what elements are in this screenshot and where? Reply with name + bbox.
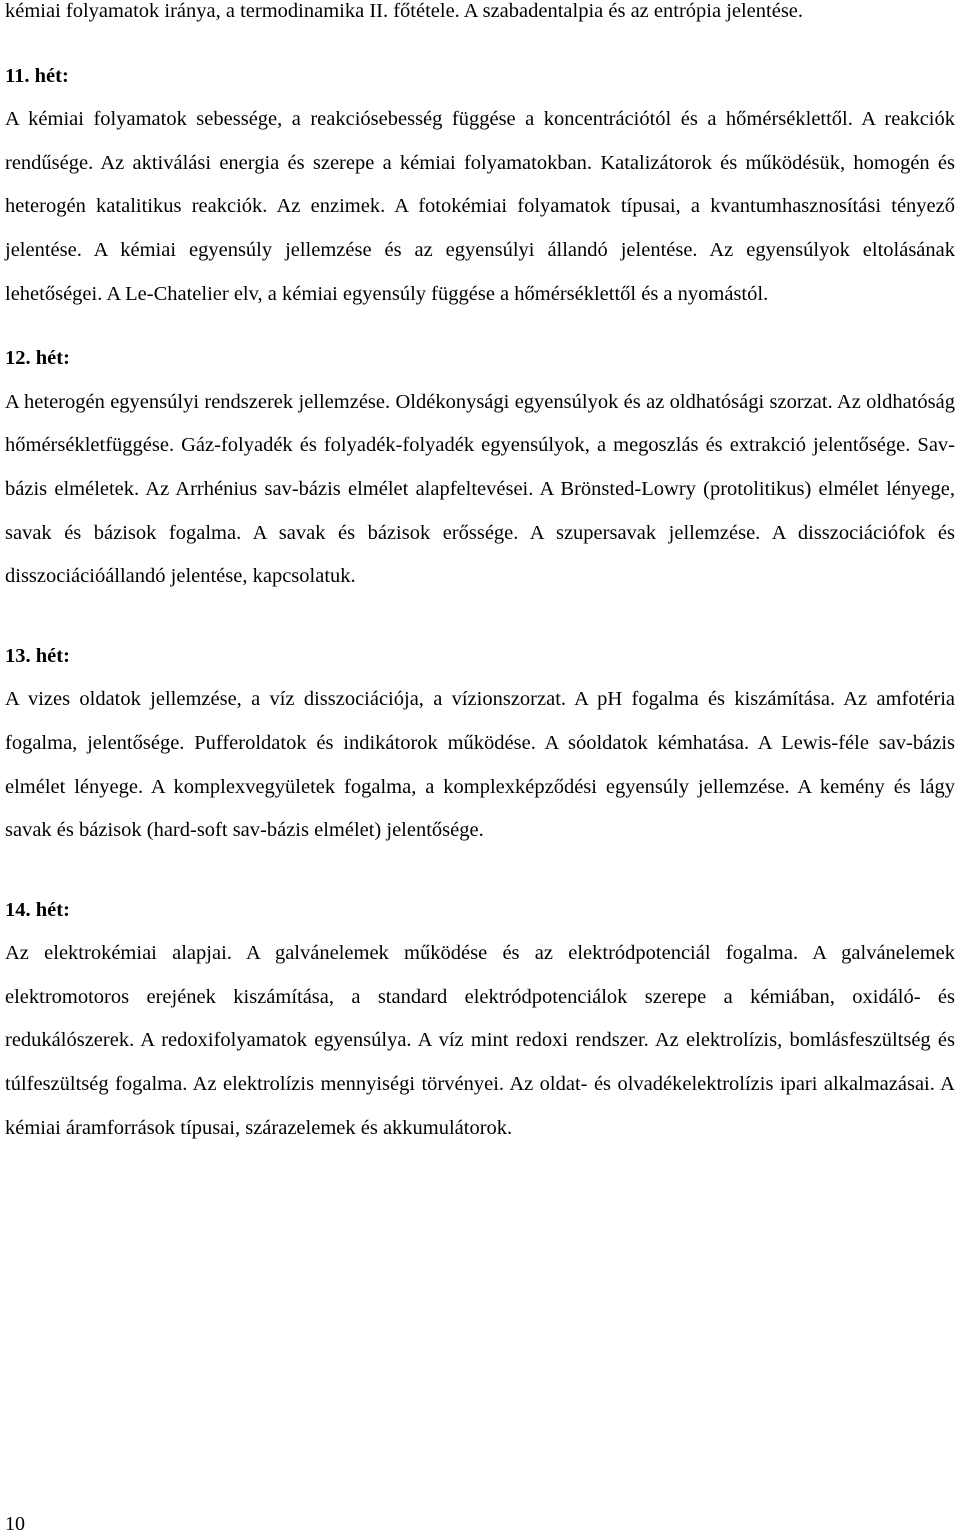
document-page bbox=[5, 0, 955, 1150]
spacer bbox=[5, 599, 955, 635]
week-heading: 13. hét: bbox=[5, 644, 70, 667]
week-heading: 11. hét: bbox=[5, 64, 69, 87]
week-heading: 14. hét: bbox=[5, 898, 70, 921]
spacer bbox=[5, 34, 955, 55]
intro-paragraph: kémiai folyamatok iránya, a termodinamika II. főtétele. A szabadentalpia és az entrópia jelentése. bbox=[5, 0, 804, 22]
week-11-section bbox=[5, 55, 955, 317]
week-body: A vizes oldatok jellemzése, a víz disszociációja, a vízionszorzat. A pH fogalma és kiszámítása. Az amfotéria fogalma, jelentősége. Pufferoldatok és indikátorok működése. A sóoldatok kémhatása. A Lewis-féle sav-bázis elmélet lényege. A komplexvegyületek fogalma, a komplexképződési egyensúly jellemzése. A kemény és lágy savak és bázisok (hard-soft sav-bázis elmélet) jelentősége. bbox=[5, 688, 955, 842]
spacer bbox=[5, 853, 955, 889]
week-body: A heterogén egyensúlyi rendszerek jellemzése. Oldékonysági egyensúlyok és az oldhatósági szorzat. Az oldhatóság hőmérsékletfüggése. Gáz-folyadék és folyadék-folyadék egyensúlyok, a megoszlás és extrakció jelentősége. Sav-bázis elméletek. Az Arrhénius sav-bázis elmélet alapfeltevései. A Brönsted-Lowry (protolitikus) elmélet lényege, savak és bázisok fogalma. A savak és bázisok erőssége. A szupersavak jellemzése. A disszociációfok és disszociációállandó jelentése, kapcsolatuk. bbox=[5, 390, 955, 588]
week-14-section bbox=[5, 889, 955, 1151]
week-heading: 12. hét: bbox=[5, 347, 70, 370]
week-12-section bbox=[5, 337, 955, 599]
spacer bbox=[5, 316, 955, 337]
page-number: 10 bbox=[5, 1513, 25, 1535]
week-body: Az elektrokémiai alapjai. A galvánelemek működése és az elektródpotenciál fogalma. A galvánelemek elektromotoros erejének kiszámítása, a standard elektródpotenciálok szerepe a kémiában, oxidáló- és redukálószerek. A redoxifolyamatok egyensúlya. A víz mint redoxi rendszer. Az elektrolízis, bomlásfeszültség és túlfeszültség fogalma. Az elektrolízis mennyiségi törvényei. Az oldat- és olvadékelektrolízis ipari alkalmazásai. A kémiai áramforrások típusai, szárazelemek és akkumulátorok. bbox=[5, 942, 955, 1139]
week-body: A kémiai folyamatok sebessége, a reakciósebesség függése a koncentrációtól és a hőmérséklettől. A reakciók rendűsége. Az aktiválási energia és szerepe a kémiai folyamatokban. Katalizátorok és működésük, homogén és heterogén katalitikus reakciók. Az enzimek. A fotokémiai folyamatok típusai, a kvantumhasznosítási tényező jelentése. A kémiai egyensúly jellemzése és az egyensúlyi állandó jelentése. Az egyensúlyok eltolásának lehetőségei. A Le-Chatelier elv, a kémiai egyensúly függése a hőmérséklettől és a nyomástól. bbox=[5, 108, 955, 305]
week-13-section bbox=[5, 635, 955, 853]
